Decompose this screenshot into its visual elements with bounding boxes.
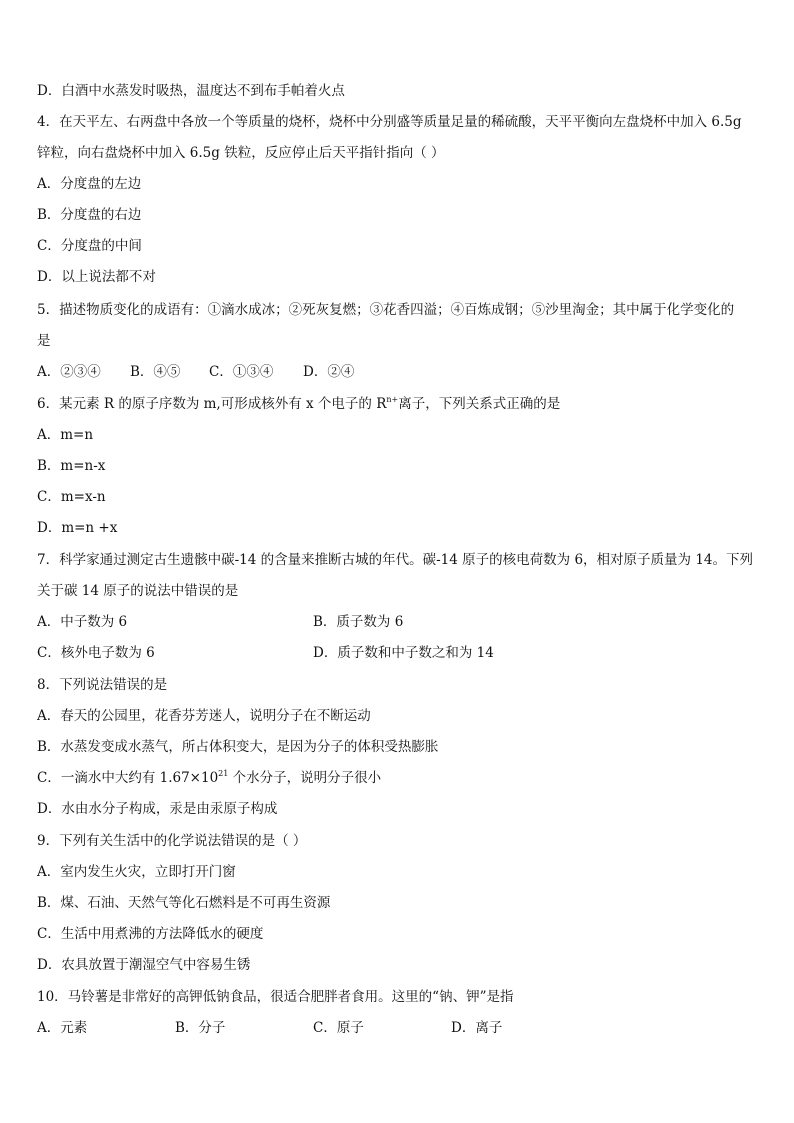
q10-option-c: C．原子 xyxy=(313,1020,364,1036)
q8-option-a xyxy=(37,707,371,725)
q7-option-c: C．核外电子数为 6 xyxy=(37,645,155,661)
q6-option-b xyxy=(37,457,105,475)
q6-option-b-text: B．m=n-x xyxy=(37,458,106,474)
q10-option-a: A．元素 xyxy=(37,1020,88,1036)
q4-option-c-text: C．分度盘的中间 xyxy=(37,238,142,254)
q8-stem xyxy=(37,676,167,694)
q4-stem-line1 xyxy=(37,113,742,131)
q9-option-d xyxy=(37,956,250,974)
q8-exponent-sup: 21 xyxy=(218,769,229,778)
q5-option-a: A．②③④ xyxy=(37,364,101,380)
q5-option-c: C．①③④ xyxy=(209,364,274,380)
q8-option-c xyxy=(37,769,381,787)
q10-stem xyxy=(37,988,513,1006)
q4-option-d-text: D．以上说法都不对 xyxy=(37,269,156,285)
q6-option-a-text: A．m=n xyxy=(37,427,94,443)
q5-stem-line2 xyxy=(37,332,51,350)
q8-stem-text: 8．下列说法错误的是 xyxy=(37,677,168,693)
q9-stem-text: 9．下列有关生活中的化学说法错误的是（ ） xyxy=(37,833,307,849)
q6-ion-charge-sup: n+ xyxy=(386,395,399,404)
q4-stem-text-2: 锌粒，向右盘烧杯中加入 6.5g 铁粒，反应停止后天平指针指向（ ） xyxy=(37,145,445,161)
q8-option-b-text: B．水蒸发变成水蒸气，所占体积变大，是因为分子的体积受热膨胀 xyxy=(37,739,439,755)
q4-option-b-text: B．分度盘的右边 xyxy=(37,207,142,223)
q5-stem-text-2: 是 xyxy=(37,333,51,349)
q6-option-d-text: D．m=n +x xyxy=(37,520,118,536)
q5-option-b: B．④⑤ xyxy=(130,364,181,380)
q7-stem-line2 xyxy=(37,582,238,600)
q9-option-b xyxy=(37,894,330,912)
q4-stem-text-1: 4．在天平左、右两盘中各放一个等质量的烧杯，烧杯中分别盛等质量足量的稀硫酸，天平平衡向左盘烧杯中加入 6.5g xyxy=(37,114,742,130)
q8-option-c-text-a: C．一滴水中大约有 1.67×10 xyxy=(37,770,219,786)
q7-options-row1 xyxy=(37,613,637,631)
q5-options-row xyxy=(37,363,437,381)
q3-option-d xyxy=(37,82,345,100)
q4-option-d xyxy=(37,268,156,286)
q5-option-d: D．②④ xyxy=(303,364,355,380)
q4-option-c xyxy=(37,237,142,255)
q6-option-c-text: C．m=x-n xyxy=(37,489,106,505)
q9-option-a-text: A．室内发生火灾，立即打开门窗 xyxy=(37,864,236,880)
q7-stem-line1 xyxy=(37,551,753,569)
q5-stem-text-1: 5．描述物质变化的成语有：①滴水成冰；②死灰复燃；③花香四溢；④百炼成钢；⑤沙里淘金；其中属于化学变化的 xyxy=(37,302,735,318)
q5-stem-line1 xyxy=(37,301,734,319)
q10-option-d: D．离子 xyxy=(451,1020,503,1036)
q8-option-a-text: A．春天的公园里，花香芬芳迷人，说明分子在不断运动 xyxy=(37,708,371,724)
q4-option-a xyxy=(37,175,141,193)
q6-option-c xyxy=(37,488,106,506)
q4-option-a-text: A．分度盘的左边 xyxy=(37,176,142,192)
q9-option-c-text: C．生活中用煮沸的方法降低水的硬度 xyxy=(37,926,264,942)
q9-option-b-text: B．煤、石油、天然气等化石燃料是不可再生资源 xyxy=(37,895,331,911)
q6-stem xyxy=(37,395,560,413)
q6-stem-text-a: 6．某元素 R 的原子序数为 m,可形成核外有 x 个电子的 R xyxy=(37,396,387,412)
q10-options-row xyxy=(37,1019,637,1037)
q8-option-d xyxy=(37,800,277,818)
q7-option-d: D．质子数和中子数之和为 14 xyxy=(313,645,494,661)
q4-stem-line2 xyxy=(37,144,444,162)
q8-option-b xyxy=(37,738,438,756)
q6-option-d xyxy=(37,519,117,537)
q7-stem-text-2: 关于碳 14 原子的说法中错误的是 xyxy=(37,583,239,599)
q7-option-a: A．中子数为 6 xyxy=(37,614,128,630)
q9-option-a xyxy=(37,863,236,881)
q6-stem-text-b: 离子，下列关系式正确的是 xyxy=(398,396,561,412)
q9-option-d-text: D．农具放置于潮湿空气中容易生锈 xyxy=(37,957,251,973)
q7-option-b: B．质子数为 6 xyxy=(313,614,404,630)
q10-stem-text: 10．马铃薯是非常好的高钾低钠食品，很适合肥胖者食用。这里的“钠、钾”是指 xyxy=(37,989,514,1005)
q3-option-d-text: D．白酒中水蒸发时吸热，温度达不到布手帕着火点 xyxy=(37,83,345,99)
q6-option-a xyxy=(37,426,93,444)
q9-option-c xyxy=(37,925,263,943)
q7-options-row2 xyxy=(37,644,637,662)
q9-stem xyxy=(37,832,306,850)
q7-stem-text-1: 7．科学家通过测定古生遗骸中碳-14 的含量来推断古城的年代。碳-14 原子的核电荷数为 6，相对原子质量为 14。下列 xyxy=(37,552,753,568)
q8-option-c-text-b: 个水分子，说明分子很小 xyxy=(228,770,382,786)
q8-option-d-text: D．水由水分子构成，汞是由汞原子构成 xyxy=(37,801,278,817)
q4-option-b xyxy=(37,206,141,224)
q10-option-b: B．分子 xyxy=(175,1020,226,1036)
